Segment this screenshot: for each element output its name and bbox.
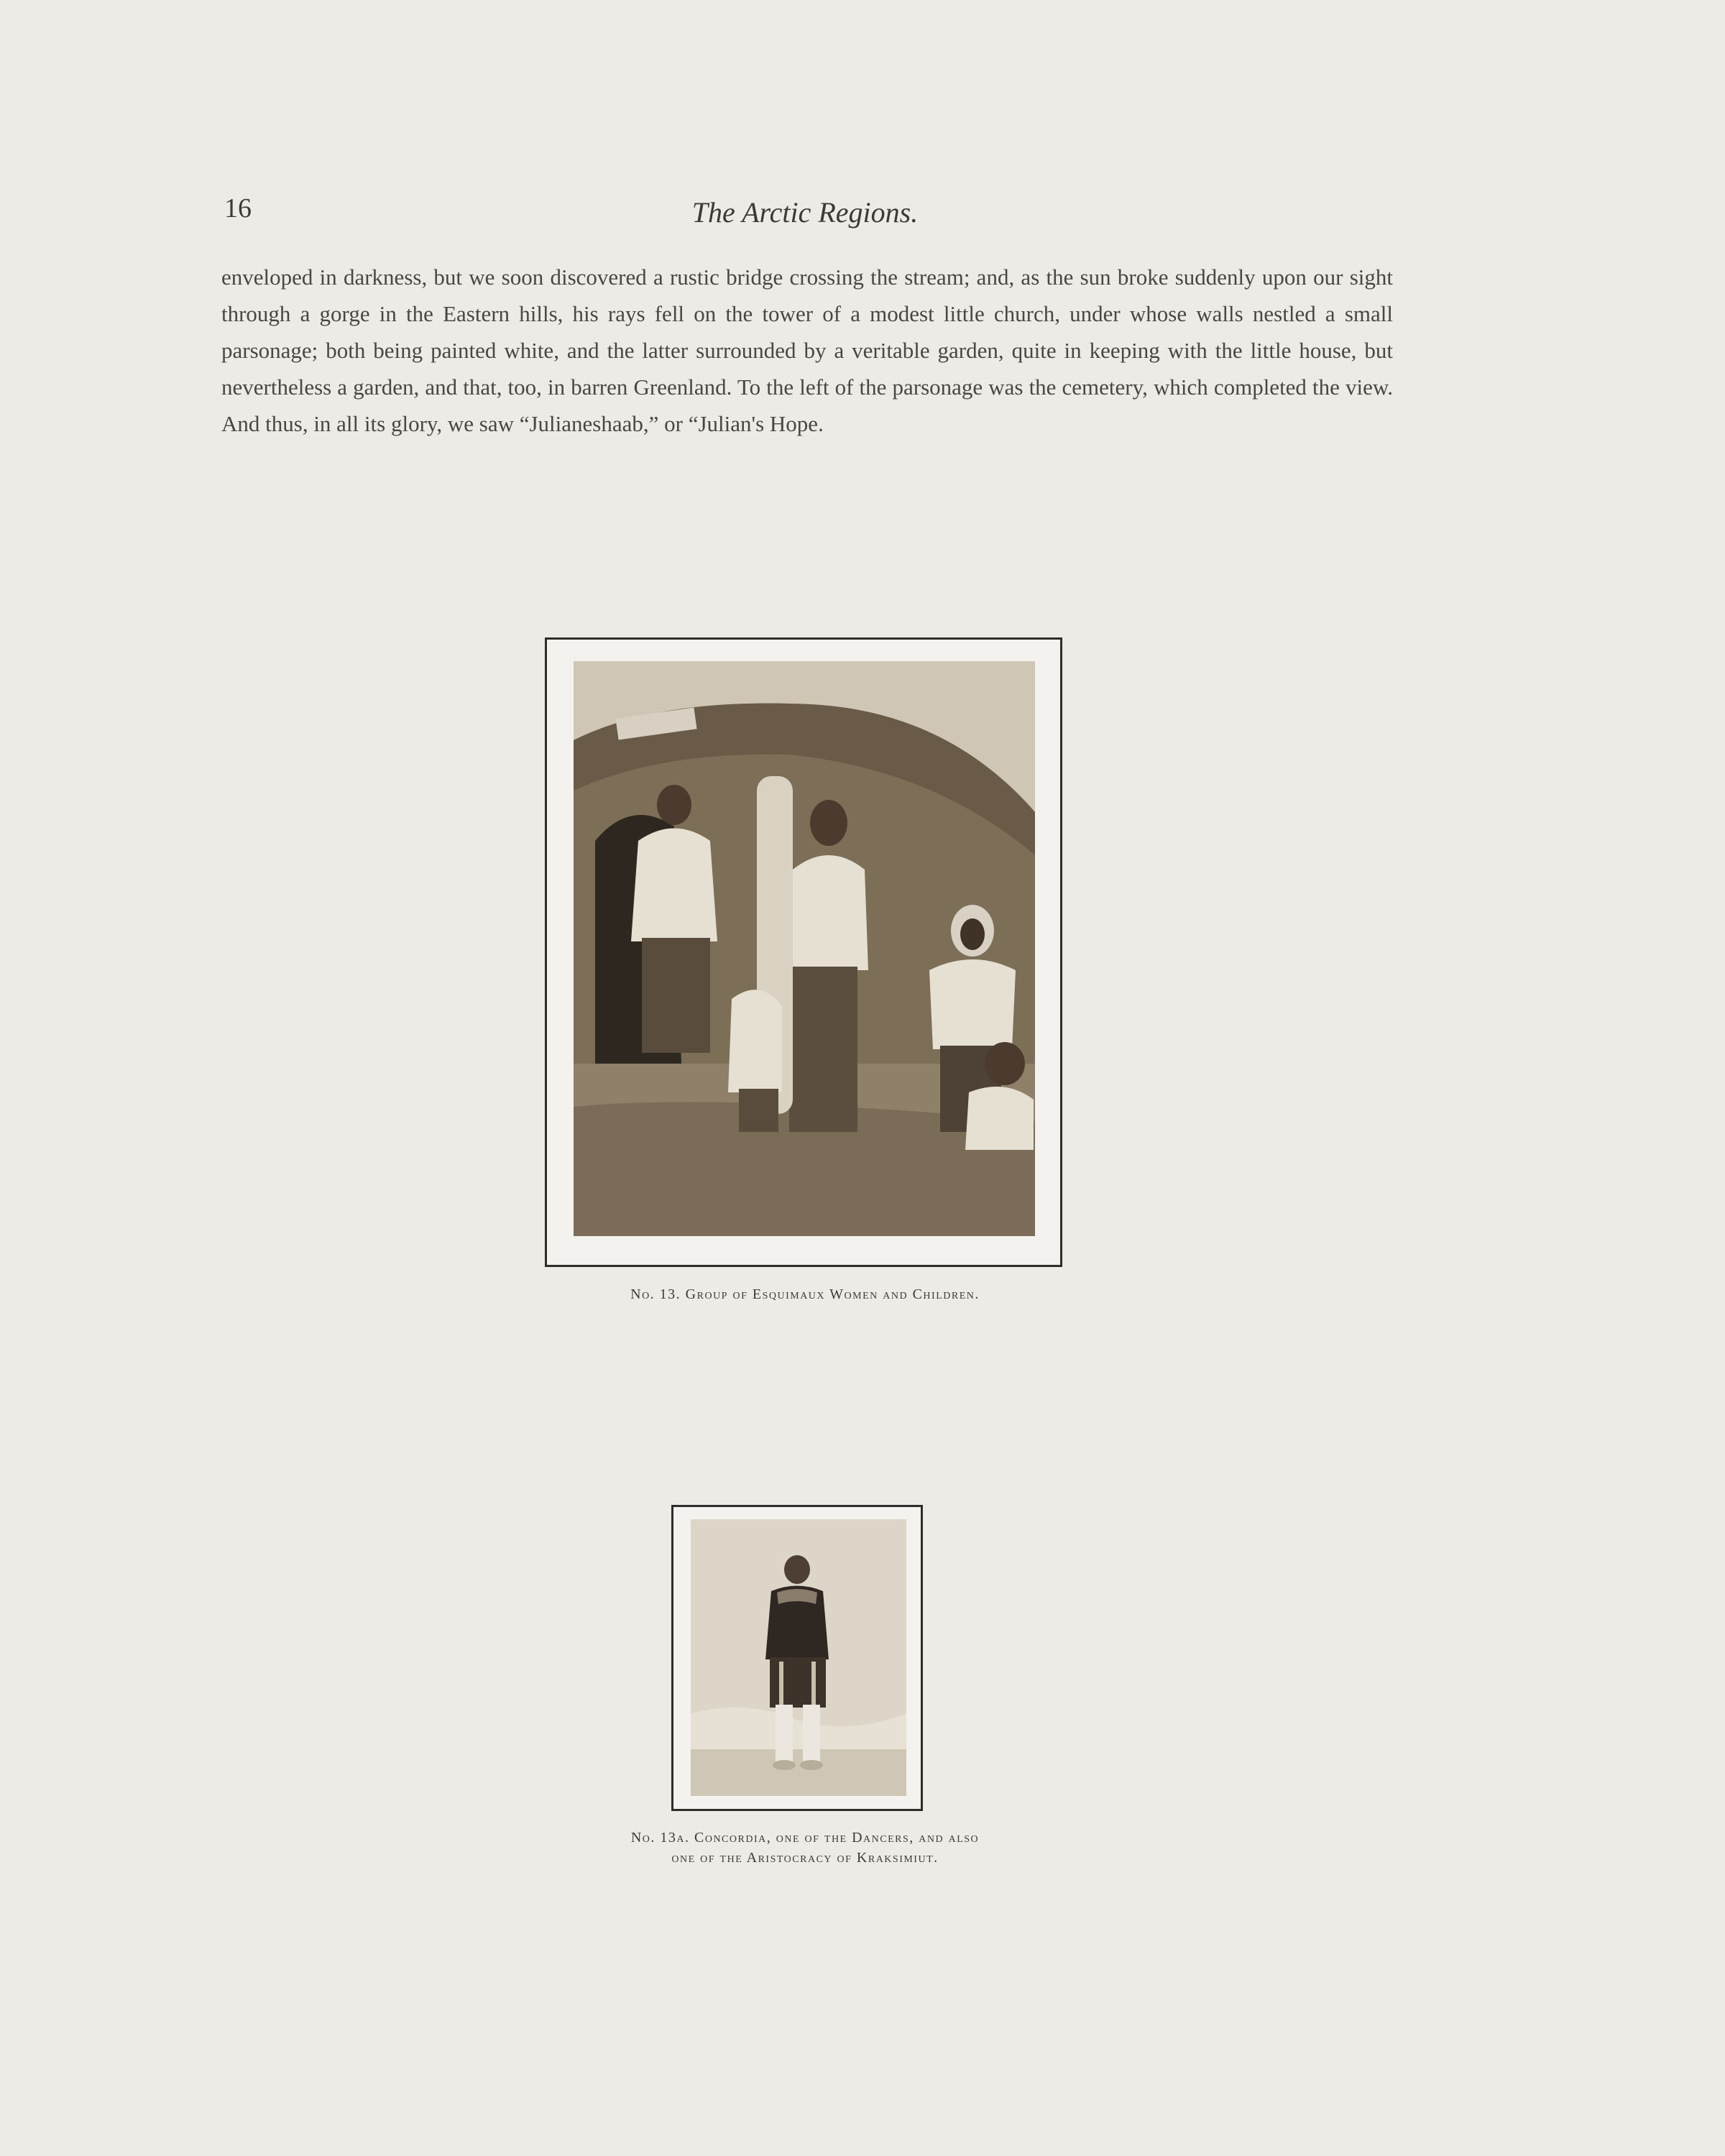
photo-concordia-portrait — [691, 1519, 906, 1796]
plate-13a-caption — [503, 1828, 1107, 1868]
plate-13a-frame — [671, 1505, 923, 1811]
body-paragraph: enveloped in darkness, but we soon discovered a rustic bridge crossing the stream; and, as the sun broke suddenly upon our sight through a gorge in the Eastern hills, his rays fell on the tower of a modest little church, under whose walls nestled a small parsonage; both being painted white, and the latter surrounded by a veritable garden, quite in keeping with the little house, but nevertheless a garden, and that, too, in barren Greenland. To the left of the parsonage was the cemetery, which completed the view. And thus, in all its glory, we saw “Julianeshaab,” or “Julian's Hope. — [221, 264, 1393, 436]
plate-13a-caption-line-1: No. 13a. Concordia, one of the Dancers, and also — [630, 1830, 980, 1846]
plate-13a-caption-line-2: one of the Aristocracy of Kraksimiut. — [671, 1850, 939, 1866]
photo-group-of-women-and-children — [574, 661, 1035, 1236]
plate-13-caption: No. 13. Group of Esquimaux Women and Children. — [630, 1286, 980, 1302]
plate-13-frame — [545, 637, 1062, 1267]
running-title: The Arctic Regions. — [691, 196, 919, 229]
page-number: 16 — [224, 193, 252, 224]
